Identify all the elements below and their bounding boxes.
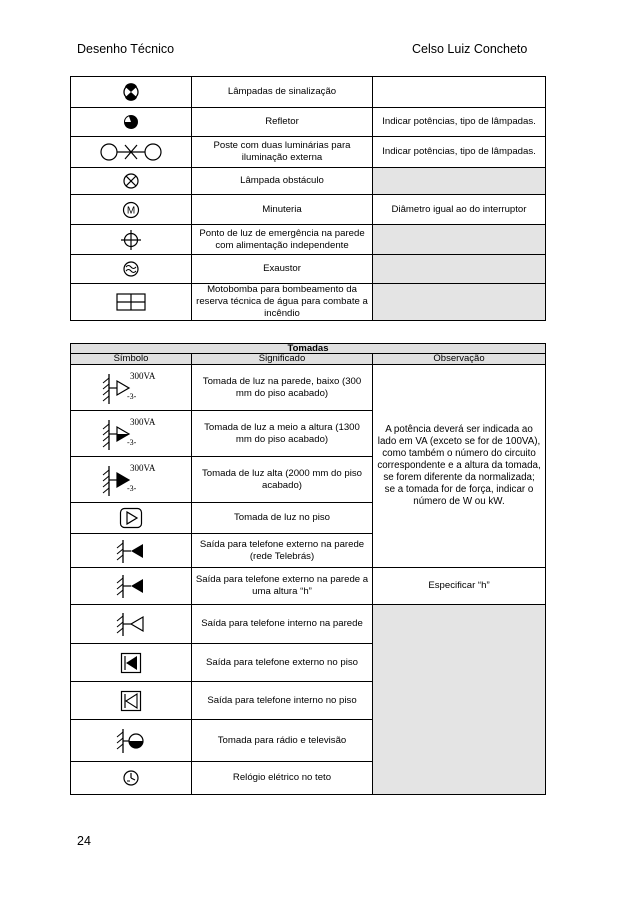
timer-m-icon	[121, 200, 141, 220]
meaning-cell: Poste com duas luminárias para iluminação externa	[192, 137, 373, 168]
symbol-cell	[71, 534, 192, 568]
note-cell: Indicar potências, tipo de lâmpadas.	[373, 108, 546, 137]
col-symbol-header: Símbolo	[71, 354, 192, 365]
symbol-cell	[71, 720, 192, 762]
meaning-cell: Tomada de luz a meio a altura (1300 mm do piso acabado)	[192, 411, 373, 457]
obstacle-lamp-icon	[121, 171, 141, 191]
int-phone-floor-icon	[120, 690, 142, 712]
section-title-row	[71, 344, 546, 354]
note-cell: Indicar potências, tipo de lâmpadas.	[373, 137, 546, 168]
signal-lamp-icon	[121, 82, 141, 102]
meaning-cell: Minuteria	[192, 195, 373, 225]
table-row	[71, 284, 546, 321]
symbol-cell	[71, 137, 192, 168]
power-note-cell: A potência deverá ser indicada ao lado em VA (exceto se for de 100VA), como também o número do circuito correspondente e a altura da tomada, se forem diferente da normalizada; se a tomada for de força, indicar o número de W ou kW.	[373, 365, 546, 568]
outlets-table	[70, 343, 546, 795]
page-number: 24	[77, 834, 91, 848]
circuit-label: -3-	[127, 391, 137, 401]
note-cell: Diâmetro igual ao do interruptor	[373, 195, 546, 225]
header-left: Desenho Técnico	[77, 42, 175, 56]
table-row	[71, 77, 546, 108]
svg-text:M: M	[126, 205, 136, 216]
column-header-row	[71, 354, 546, 365]
table-row	[71, 365, 546, 411]
section-title: Tomadas	[71, 344, 546, 354]
symbol-cell	[71, 644, 192, 682]
meaning-cell: Saída para telefone interno na parede	[192, 605, 373, 644]
table-row	[71, 225, 546, 255]
symbol-cell	[71, 225, 192, 255]
symbol-cell	[71, 605, 192, 644]
outlet-mid-icon	[91, 414, 171, 454]
note-cell	[373, 284, 546, 321]
meaning-cell: Lâmpadas de sinalização	[192, 77, 373, 108]
double-luminaire-post-icon	[99, 142, 163, 162]
meaning-cell: Motobomba para bombeamento da reserva técnica de água para combate a incêndio	[192, 284, 373, 321]
outlet-high-icon	[91, 460, 171, 500]
table-row	[71, 568, 546, 605]
meaning-cell: Saída para telefone externo na parede a uma altura “h”	[192, 568, 373, 605]
circuit-label: -3-	[127, 483, 137, 493]
table-row	[71, 605, 546, 644]
meaning-cell: Saída para telefone interno no piso	[192, 682, 373, 720]
ceiling-clock-icon	[121, 768, 141, 788]
int-phone-wall-icon	[111, 610, 151, 638]
symbol-cell	[71, 365, 192, 411]
exhaust-fan-icon	[121, 259, 141, 279]
circuit-label: -3-	[127, 437, 137, 447]
emergency-light-icon	[119, 228, 143, 252]
meaning-cell: Tomada de luz no piso	[192, 503, 373, 534]
table-row	[71, 168, 546, 195]
table-row	[71, 137, 546, 168]
col-note-header: Observação	[373, 354, 546, 365]
outlet-low-icon	[91, 368, 171, 408]
lighting-symbols-table	[70, 76, 546, 321]
h-note-cell: Especificar “h”	[373, 568, 546, 605]
symbol-cell	[71, 457, 192, 503]
symbol-cell	[71, 411, 192, 457]
va-label: 300VA	[130, 416, 156, 427]
symbol-cell	[71, 168, 192, 195]
symbol-cell	[71, 284, 192, 321]
symbol-cell	[71, 195, 192, 225]
meaning-cell: Tomada de luz alta (2000 mm do piso acabado)	[192, 457, 373, 503]
fire-pump-icon	[116, 293, 146, 311]
symbol-cell	[71, 255, 192, 284]
meaning-cell: Saída para telefone externo no piso	[192, 644, 373, 682]
symbol-cell	[71, 108, 192, 137]
va-label: 300VA	[130, 462, 156, 473]
table-row	[71, 108, 546, 137]
empty-note-cell	[373, 605, 546, 795]
meaning-cell: Tomada de luz na parede, baixo (300 mm do piso acabado)	[192, 365, 373, 411]
note-cell	[373, 225, 546, 255]
table-row	[71, 255, 546, 284]
radio-tv-outlet-icon	[111, 726, 151, 756]
symbol-cell	[71, 77, 192, 108]
ext-phone-wall-icon	[111, 537, 151, 565]
meaning-cell: Relógio elétrico no teto	[192, 762, 373, 795]
symbol-cell	[71, 762, 192, 795]
symbol-cell	[71, 503, 192, 534]
va-label: 300VA	[130, 370, 156, 381]
ext-phone-wall-h-icon	[111, 572, 151, 600]
symbol-cell	[71, 682, 192, 720]
ext-phone-floor-icon	[120, 652, 142, 674]
table-row	[71, 195, 546, 225]
meaning-cell: Exaustor	[192, 255, 373, 284]
meaning-cell: Ponto de luz de emergência na parede com alimentação independente	[192, 225, 373, 255]
note-cell	[373, 77, 546, 108]
meaning-cell: Lâmpada obstáculo	[192, 168, 373, 195]
floor-outlet-icon	[119, 507, 143, 529]
header-right: Celso Luiz Concheto	[412, 42, 528, 56]
meaning-cell: Saída para telefone externo na parede (rede Telebrás)	[192, 534, 373, 568]
symbol-cell	[71, 568, 192, 605]
meaning-cell: Tomada para rádio e televisão	[192, 720, 373, 762]
col-meaning-header: Significado	[192, 354, 373, 365]
note-cell	[373, 255, 546, 284]
meaning-cell: Refletor	[192, 108, 373, 137]
note-cell	[373, 168, 546, 195]
reflector-icon	[121, 112, 141, 132]
